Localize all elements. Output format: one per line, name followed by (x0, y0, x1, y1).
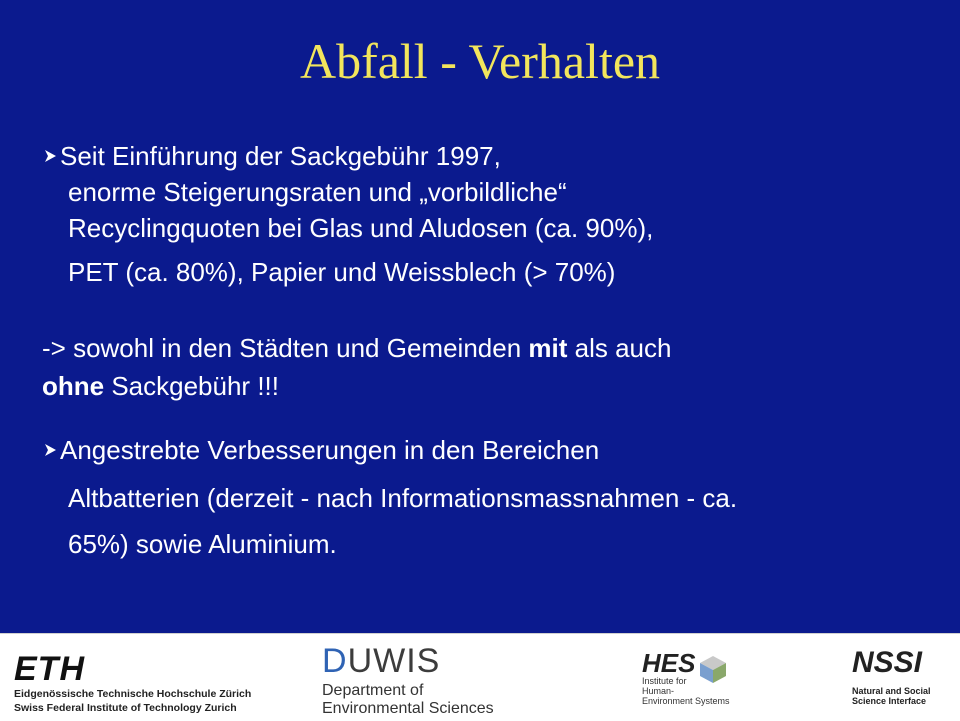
bullet1-line1: Seit Einführung der Sackgebühr 1997, (60, 141, 501, 171)
duwis-logo-rest: UWIS (347, 642, 441, 680)
hes-line3: Environment Systems (642, 696, 730, 706)
arrow-bullet-icon (44, 146, 60, 166)
slide-title: Abfall - Verhalten (299, 33, 661, 89)
logo-footer (0, 633, 960, 721)
note-text-1: -> sowohl in den Städten und Gemeinden (42, 333, 529, 363)
note-bold-ohne: ohne (42, 371, 105, 401)
note-line1 (42, 332, 671, 364)
bullet2-line2: Altbatterien (derzeit - nach Informationsmassnahmen - ca. (68, 483, 738, 513)
bullet1-line4: PET (ca. 80%), Papier und Weissblech (> 70%) (68, 257, 616, 287)
bullet2-line3: 65%) sowie Aluminium. (68, 529, 337, 559)
hes-logo: HES (642, 648, 696, 678)
duwis-line2: Environmental Sciences (322, 700, 494, 717)
bullet1-line2: enorme Steigerungsraten und „vorbildliche“ (68, 177, 567, 207)
nssi-line1: Natural and Social (852, 686, 931, 696)
note-text-3: Sackgebühr !!! (104, 371, 279, 401)
hes-line1: Institute for (642, 676, 687, 686)
nssi-line2: Science Interface (852, 696, 927, 706)
eth-line2: Swiss Federal Institute of Technology Zurich (14, 702, 237, 714)
duwis-logo (322, 642, 440, 681)
duwis-logo-d: D (322, 642, 348, 680)
eth-line1: Eidgenössische Technische Hochschule Zürich (14, 688, 252, 700)
eth-logo: ETH (14, 650, 85, 688)
cube-icon (698, 654, 728, 684)
note-text-2: als auch (567, 333, 672, 363)
note-line2 (42, 370, 279, 402)
hes-line2: Human- (642, 686, 675, 696)
note-bold-mit: mit (528, 333, 568, 363)
arrow-bullet-icon (44, 440, 60, 460)
duwis-line1: Department of (322, 682, 424, 699)
nssi-logo: NSSI (852, 646, 923, 679)
bullet2-line1: Angestrebte Verbesserungen in den Bereichen (60, 435, 600, 465)
bullet1-line3: Recyclingquoten bei Glas und Aludosen (ca. 90%), (68, 213, 654, 243)
